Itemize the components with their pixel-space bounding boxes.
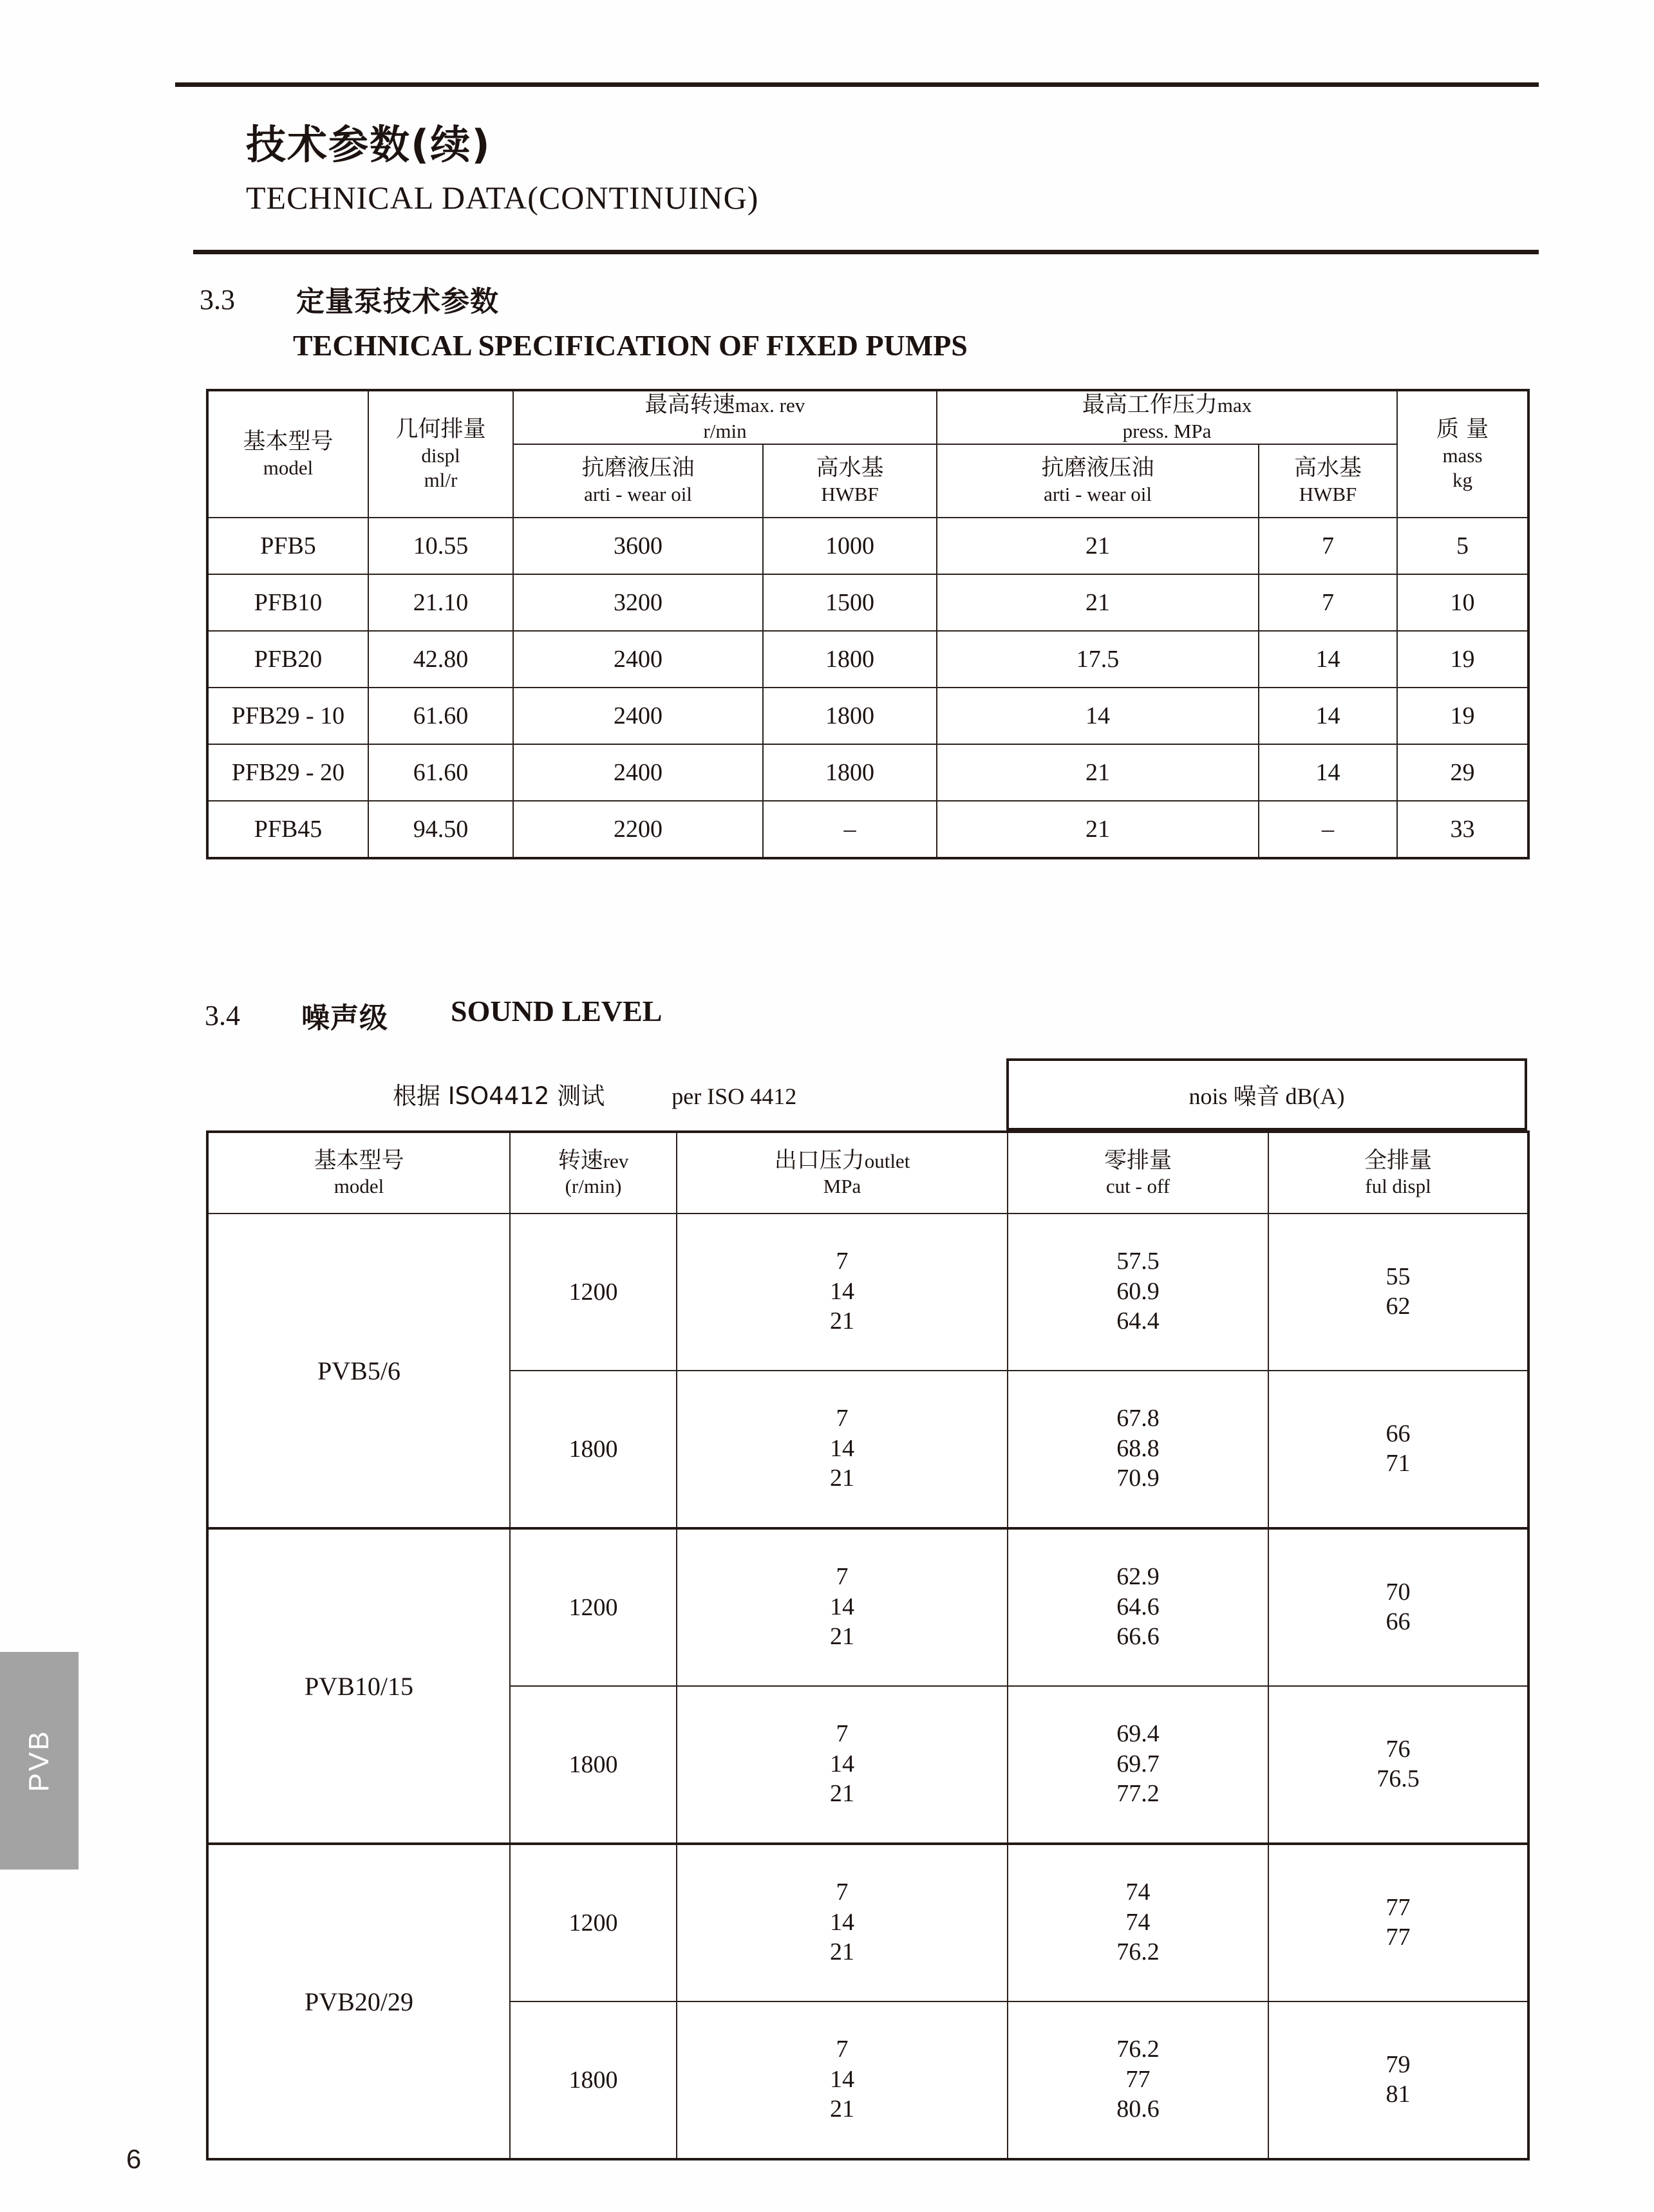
table-row: [207, 1528, 1528, 1686]
section-33-title-cn: 定量泵技术参数: [296, 285, 499, 318]
table-row: [207, 801, 1528, 858]
cell-displ: 42.80: [368, 631, 513, 688]
cell-rev-oil: 2400: [513, 688, 763, 744]
cell-displ: 61.60: [368, 744, 513, 801]
cell-rev-oil: 3200: [513, 574, 763, 631]
table-row: [207, 688, 1528, 744]
side-tab-label: PVB: [23, 1729, 55, 1792]
th-max-rev: 最高转速max. rev r/min: [513, 390, 937, 444]
cell-model: PFB29 - 20: [207, 744, 368, 801]
cell-model: PFB5: [207, 518, 368, 574]
cell-sl-cutoff: 62.9 64.6 66.6: [1008, 1528, 1268, 1686]
cell-mass: 33: [1397, 801, 1528, 858]
cell-model: PFB20: [207, 631, 368, 688]
th-sl-model: 基本型号 model: [207, 1132, 510, 1214]
cell-press-hwbf: 14: [1259, 744, 1397, 801]
cell-model: PFB10: [207, 574, 368, 631]
header-rule-top: [175, 82, 1539, 87]
th-mass: 质 量 mass kg: [1397, 390, 1528, 518]
cell-rev-oil: 2400: [513, 631, 763, 688]
cell-model: PFB45: [207, 801, 368, 858]
th-displacement: 几何排量 displ ml/r: [368, 390, 513, 518]
cell-mass: 29: [1397, 744, 1528, 801]
cell-rev-hwbf: 1000: [763, 518, 937, 574]
side-tab-pvb: [0, 1652, 79, 1870]
th-sl-outlet: 出口压力outlet MPa: [677, 1132, 1008, 1214]
cell-sl-pressures: 7 14 21: [677, 1686, 1008, 1844]
cell-press-oil: 21: [937, 744, 1259, 801]
th-press-hwbf: 高水基 HWBF: [1259, 444, 1397, 518]
cell-mass: 5: [1397, 518, 1528, 574]
cell-sl-fuldispl: 55 62: [1268, 1214, 1528, 1371]
cell-model: PFB29 - 10: [207, 688, 368, 744]
section-34-number: 3.4: [205, 1000, 240, 1031]
cell-mass: 10: [1397, 574, 1528, 631]
cell-press-oil: 14: [937, 688, 1259, 744]
cell-press-hwbf: 14: [1259, 631, 1397, 688]
cell-sl-fuldispl: 70 66: [1268, 1528, 1528, 1686]
cell-sl-model: PVB10/15: [207, 1528, 510, 1844]
cell-sl-fuldispl: 77 77: [1268, 1844, 1528, 2001]
fixed-pumps-table: [206, 389, 1530, 859]
iso-caption-strip: [206, 1058, 1527, 1130]
cell-sl-rev: 1800: [510, 1686, 677, 1844]
th-model: 基本型号 model: [207, 390, 368, 518]
cell-press-hwbf: 7: [1259, 574, 1397, 631]
cell-rev-hwbf: 1800: [763, 631, 937, 688]
cell-sl-cutoff: 69.4 69.7 77.2: [1008, 1686, 1268, 1844]
table-row: [207, 518, 1528, 574]
cell-rev-hwbf: 1800: [763, 744, 937, 801]
cell-sl-pressures: 7 14 21: [677, 1528, 1008, 1686]
section-34-title-en: SOUND LEVEL: [451, 995, 663, 1027]
cell-rev-oil: 2400: [513, 744, 763, 801]
sound-level-table: [206, 1130, 1530, 2160]
table-row: [207, 1844, 1528, 2001]
cell-rev-hwbf: 1800: [763, 688, 937, 744]
cell-sl-cutoff: 74 74 76.2: [1008, 1844, 1268, 2001]
header-rule-bottom: [193, 250, 1539, 254]
cell-sl-pressures: 7 14 21: [677, 1214, 1008, 1371]
cell-mass: 19: [1397, 631, 1528, 688]
section-33-number: 3.3: [200, 284, 235, 315]
noise-unit-box: nois 噪音 dB(A): [1006, 1058, 1527, 1130]
cell-displ: 61.60: [368, 688, 513, 744]
cell-mass: 19: [1397, 688, 1528, 744]
cell-sl-rev: 1200: [510, 1844, 677, 2001]
cell-press-oil: 21: [937, 518, 1259, 574]
cell-press-oil: 21: [937, 801, 1259, 858]
cell-press-hwbf: 14: [1259, 688, 1397, 744]
cell-rev-oil: 3600: [513, 518, 763, 574]
cell-sl-model: PVB5/6: [207, 1214, 510, 1528]
th-press-antiwear: 抗磨液压油 arti - wear oil: [937, 444, 1259, 518]
th-sl-fuldispl: 全排量 ful displ: [1268, 1132, 1528, 1214]
table-row: [207, 744, 1528, 801]
cell-press-oil: 21: [937, 574, 1259, 631]
th-max-press: 最高工作压力max press. MPa: [937, 390, 1397, 444]
table-row: [207, 631, 1528, 688]
th-rev-hwbf: 高水基 HWBF: [763, 444, 937, 518]
cell-sl-pressures: 7 14 21: [677, 1371, 1008, 1528]
cell-displ: 94.50: [368, 801, 513, 858]
page-title-en: TECHNICAL DATA(CONTINUING): [246, 180, 759, 216]
cell-press-oil: 17.5: [937, 631, 1259, 688]
table-row: [207, 574, 1528, 631]
th-sl-cutoff: 零排量 cut - off: [1008, 1132, 1268, 1214]
cell-sl-rev: 1200: [510, 1528, 677, 1686]
cell-displ: 10.55: [368, 518, 513, 574]
cell-sl-cutoff: 76.2 77 80.6: [1008, 2001, 1268, 2159]
cell-sl-pressures: 7 14 21: [677, 2001, 1008, 2159]
cell-sl-rev: 1200: [510, 1214, 677, 1371]
table-row: [207, 1214, 1528, 1371]
cell-sl-rev: 1800: [510, 2001, 677, 2159]
cell-displ: 21.10: [368, 574, 513, 631]
iso-caption: 根据 ISO4412 测试 per ISO 4412: [393, 1082, 797, 1110]
th-sl-rev: 转速rev (r/min): [510, 1132, 677, 1214]
cell-sl-fuldispl: 79 81: [1268, 2001, 1528, 2159]
cell-rev-oil: 2200: [513, 801, 763, 858]
section-34-title-cn: 噪声级: [301, 1002, 388, 1035]
page-title-cn: 技术参数(续): [246, 121, 491, 168]
cell-sl-model: PVB20/29: [207, 1844, 510, 2159]
cell-press-hwbf: 7: [1259, 518, 1397, 574]
section-33-title-en: TECHNICAL SPECIFICATION OF FIXED PUMPS: [293, 329, 968, 362]
cell-sl-rev: 1800: [510, 1371, 677, 1528]
cell-sl-cutoff: 57.5 60.9 64.4: [1008, 1214, 1268, 1371]
cell-sl-fuldispl: 76 76.5: [1268, 1686, 1528, 1844]
cell-sl-cutoff: 67.8 68.8 70.9: [1008, 1371, 1268, 1528]
cell-rev-hwbf: 1500: [763, 574, 937, 631]
cell-rev-hwbf: –: [763, 801, 937, 858]
page-number: 6: [126, 2144, 142, 2174]
cell-sl-fuldispl: 66 71: [1268, 1371, 1528, 1528]
th-rev-antiwear: 抗磨液压油 arti - wear oil: [513, 444, 763, 518]
cell-press-hwbf: –: [1259, 801, 1397, 858]
cell-sl-pressures: 7 14 21: [677, 1844, 1008, 2001]
